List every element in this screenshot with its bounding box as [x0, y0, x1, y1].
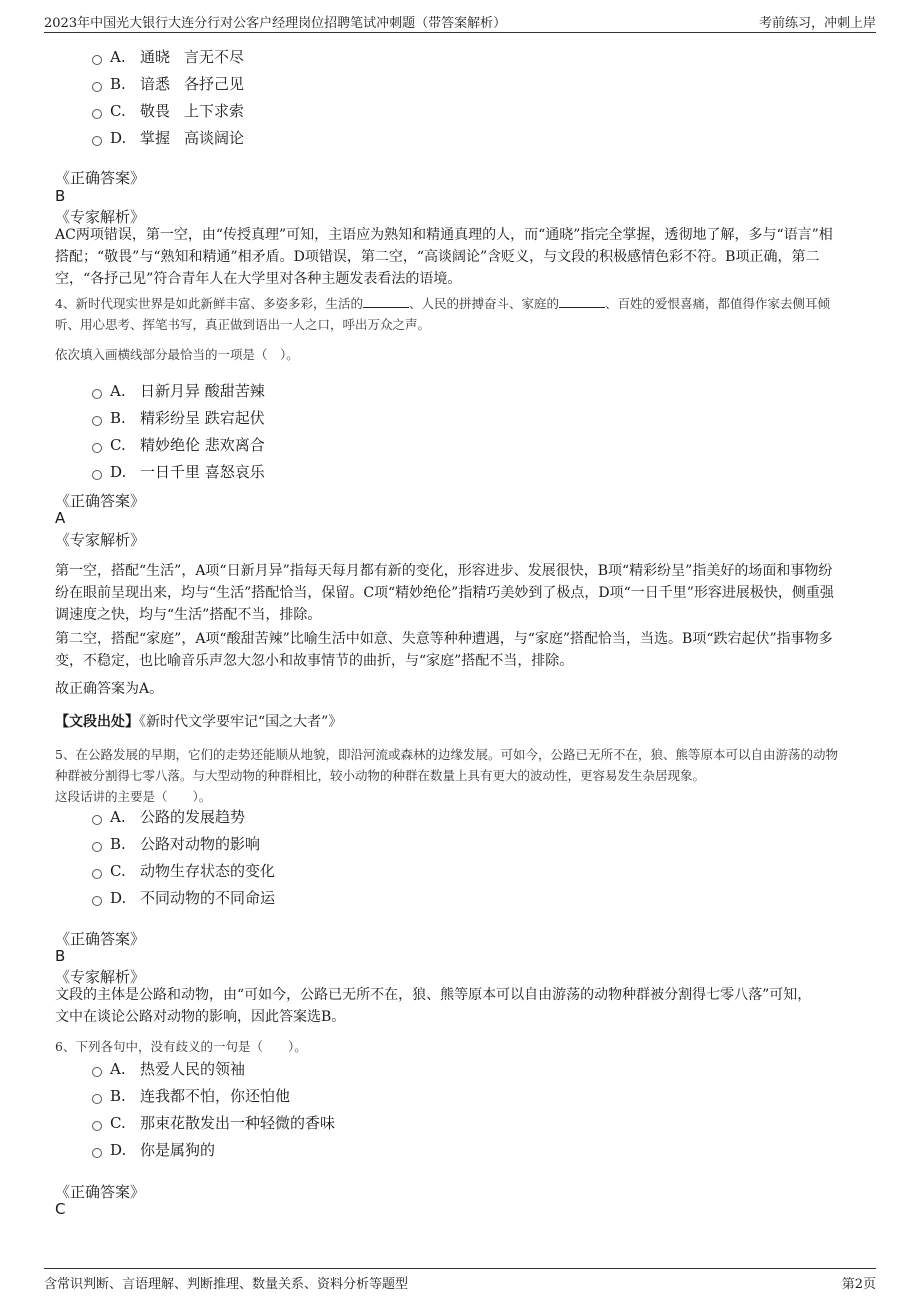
footer-description: 含常识判断、言语理解、判断推理、数量关系、资料分析等题型 — [44, 1277, 409, 1292]
radio-icon[interactable] — [92, 869, 102, 879]
page-number: 第2页 — [841, 1277, 876, 1292]
radio-icon[interactable] — [92, 136, 102, 146]
q5-option-d[interactable]: D. 不同动物的不同命运 — [92, 887, 275, 909]
header-slogan: 考前练习，冲刺上岸 — [758, 16, 876, 31]
q5-option-c[interactable]: C. 动物生存状态的变化 — [92, 860, 275, 882]
radio-icon[interactable] — [92, 443, 102, 453]
q6-option-a[interactable]: A. 热爱人民的领袖 — [92, 1058, 245, 1080]
q6-option-d[interactable]: D. 你是属狗的 — [92, 1139, 215, 1161]
radio-icon[interactable] — [92, 1148, 102, 1158]
q4-option-b[interactable]: B. 精彩纷呈 跌宕起伏 — [92, 407, 265, 429]
radio-icon[interactable] — [92, 82, 102, 92]
q4-conclusion: 故正确答案为A。 — [55, 681, 164, 697]
radio-icon[interactable] — [92, 842, 102, 852]
q4-option-a[interactable]: A. 日新月异 酸甜苦辣 — [92, 380, 265, 402]
fill-blank — [363, 295, 409, 308]
q5-stem: 5、在公路发展的早期，它们的走势还能顺从地貌，即沿河流或森林的边缘发展。可如今，公路已无所不在，狼、熊等原本可以自由游荡的动物 种群被分割得七零八落。与大型动物的种群相比，较小动物的种群在数量上具有更大的波动性，更容易发生杂居现象。 这段话讲的主要是（ ）。 — [55, 747, 838, 804]
page-footer — [44, 1268, 876, 1291]
radio-icon[interactable] — [92, 109, 102, 119]
q4-stem: 4、新时代现实世界是如此新鲜丰富、多姿多彩，生活的 、人民的拼搏奋斗、家庭的 、百姓的爱恨喜痛，都值得作家去侧耳倾 听、用心思考、挥笔书写，真正做到语出一人之口，呼出万众之声。 — [55, 296, 830, 332]
q4-answer-label: 《正确答案》 — [55, 492, 146, 510]
q4-source: 【文段出处】《新时代文学要牢记“国之大者”》 — [55, 714, 343, 730]
q5-option-a[interactable]: A. 公路的发展趋势 — [92, 806, 245, 828]
radio-icon[interactable] — [92, 896, 102, 906]
page-header — [44, 10, 876, 33]
q3-analysis: AC两项错误，第一空，由“传授真理”可知，主语应为熟知和精通真理的人，而“通晓”指完全掌握，透彻地了解，多与“语言”相 搭配；“敬畏”与“熟知和精通”相矛盾。D项错误，第二空，“高谈阔论”含贬义，与文段的积极感情色彩不符。B项正确，第二 空，“各抒己见”符合青年人在大学里对各种主题发表看法的语境。 — [55, 227, 833, 287]
q3-option-c[interactable]: C. 敬畏 上下求索 — [92, 100, 244, 122]
radio-icon[interactable] — [92, 470, 102, 480]
q4-analysis-para1: 第一空，搭配“生活”，A项“日新月异”指每天每月都有新的变化，形容进步、发展很快，B项“精彩纷呈”指美好的场面和事物纷 纷在眼前呈现出来，均与“生活”搭配恰当，保留。C项“精妙绝伦”指精巧美妙到了极点，D项“一日千里”形容进展极快，侧重强 调速度之快，均与“生活”搭配不当，排除。 — [55, 563, 834, 623]
radio-icon[interactable] — [92, 389, 102, 399]
q4-prompt: 依次填入画横线部分最恰当的一项是（ ）。 — [55, 347, 299, 362]
q4-option-c[interactable]: C. 精妙绝伦 悲欢离合 — [92, 434, 265, 456]
q3-option-b[interactable]: B. 谙悉 各抒己见 — [92, 73, 244, 95]
q3-answer: B — [55, 187, 66, 205]
fill-blank — [559, 295, 605, 308]
q6-stem: 6、下列各句中，没有歧义的一句是（ ）。 — [55, 1039, 307, 1054]
q6-answer-label: 《正确答案》 — [55, 1183, 146, 1201]
q5-option-b[interactable]: B. 公路对动物的影响 — [92, 833, 260, 855]
q3-option-d[interactable]: D. 掌握 高谈阔论 — [92, 127, 244, 149]
q6-option-b[interactable]: B. 连我都不怕，你还怕他 — [92, 1085, 290, 1107]
q4-option-d[interactable]: D. 一日千里 喜怒哀乐 — [92, 461, 265, 483]
q5-analysis-label: 《专家解析》 — [55, 968, 146, 986]
radio-icon[interactable] — [92, 416, 102, 426]
q4-analysis-para2: 第二空，搭配“家庭”，A项“酸甜苦辣”比喻生活中如意、失意等种种遭遇，与“家庭”搭配恰当，当选。B项“跌宕起伏”指事物多 变，不稳定，也比喻音乐声忽大忽小和故事情节的曲折，与“家庭”搭配不当，排除。 — [55, 631, 833, 669]
q3-answer-label: 《正确答案》 — [55, 169, 146, 187]
q6-option-c[interactable]: C. 那束花散发出一种轻微的香味 — [92, 1112, 335, 1134]
q5-answer: B — [55, 947, 66, 965]
radio-icon[interactable] — [92, 55, 102, 65]
q4-analysis-label: 《专家解析》 — [55, 531, 146, 549]
q5-analysis: 文段的主体是公路和动物，由“可如今，公路已无所不在，狼、熊等原本可以自由游荡的动物种群被分割得七零八落”可知， 文中在谈论公路对动物的影响，因此答案选B。 — [55, 987, 812, 1025]
q3-option-a[interactable]: A. 通晓 言无不尽 — [92, 46, 244, 68]
q5-answer-label: 《正确答案》 — [55, 930, 146, 948]
document-title: 2023年中国光大银行大连分行对公客户经理岗位招聘笔试冲刺题（带答案解析） — [44, 16, 507, 31]
radio-icon[interactable] — [92, 1121, 102, 1131]
q3-analysis-label: 《专家解析》 — [55, 208, 146, 226]
radio-icon[interactable] — [92, 1094, 102, 1104]
radio-icon[interactable] — [92, 1067, 102, 1077]
radio-icon[interactable] — [92, 815, 102, 825]
q4-answer: A — [55, 509, 66, 527]
q6-answer: C — [55, 1200, 66, 1218]
